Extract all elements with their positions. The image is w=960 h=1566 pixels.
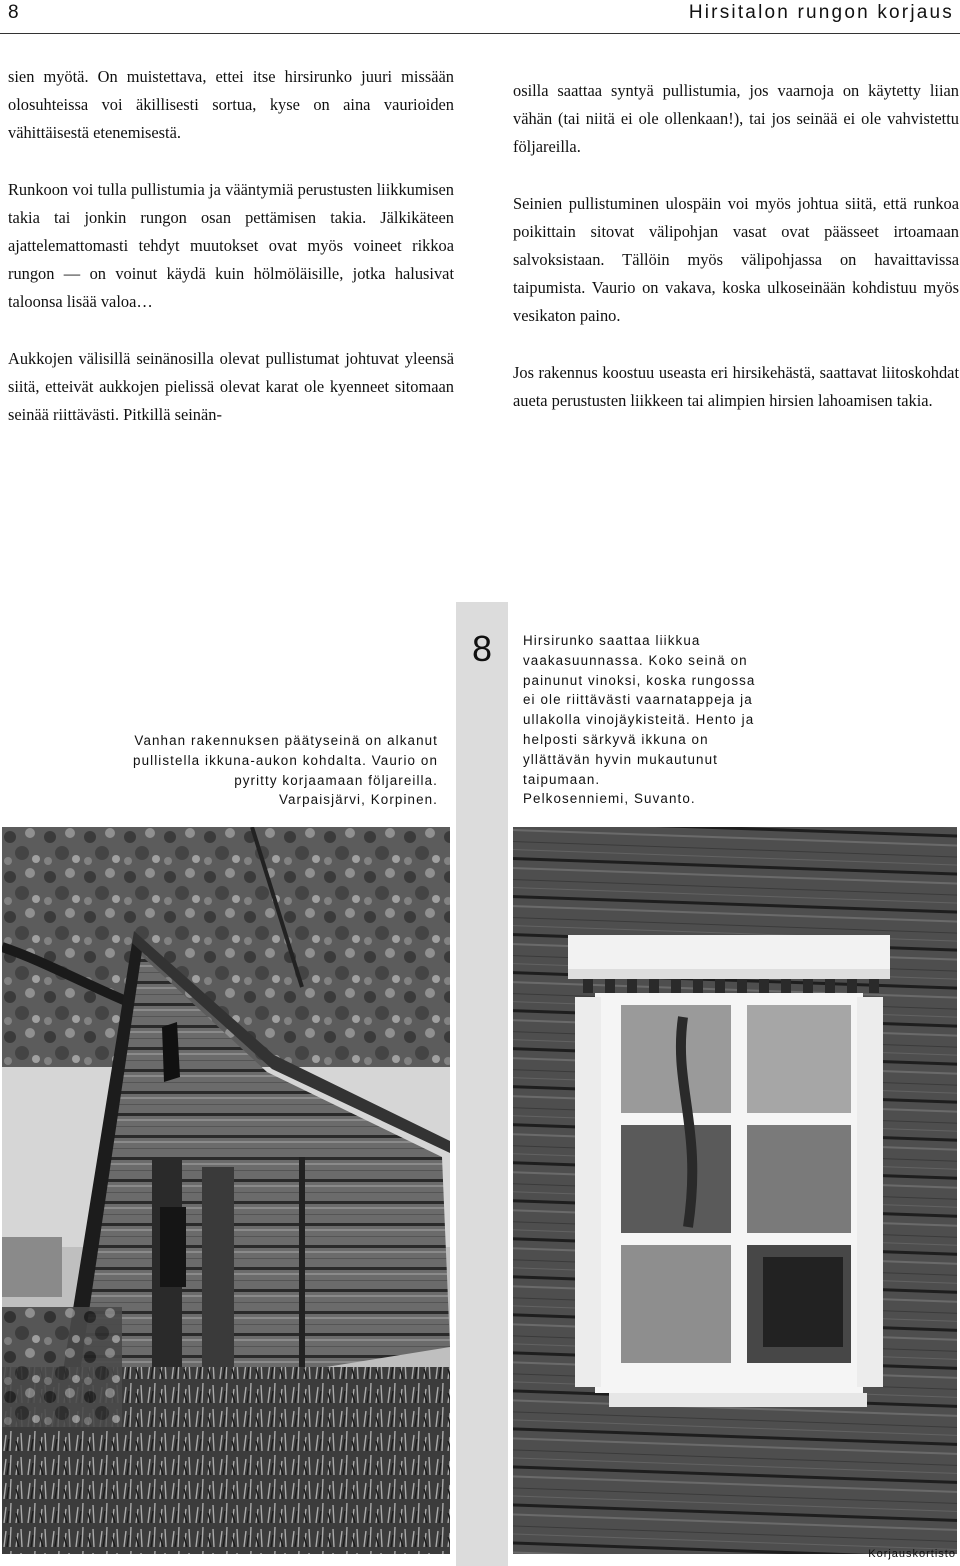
right-text-column <box>513 77 959 443</box>
caption-line: ullakolla vinojäykisteitä. Hento ja <box>523 712 755 728</box>
body-paragraph: Aukkojen välisillä seinänosilla olevat pullistumat johtuvat yleensä siitä, etteivät aukkojen pielissä olevat karat ole kyenneet sitomaan seinää riittävästi. Pitkillä seinän- <box>8 348 454 425</box>
caption-line: pyritty korjaamaan följareilla. <box>234 772 438 788</box>
body-paragraph: Runkoon voi tulla pullistumia ja vääntymiä perustusten liikkumisen takia tai jonkin rungon osan pettämisen takia. Jälkikäteen ajattelemattomasti tehdyt muutokset ovat myös voineet rikkoa rungon — on voinut käydä kuin hölmöläisille, jotka halusivat taloonsa lisää valoa… <box>8 179 454 312</box>
caption-line: vaakasuunnassa. Koko seinä on <box>523 652 748 668</box>
caption-line: Hirsirunko saattaa liikkua <box>523 633 701 648</box>
body-paragraph: Jos rakennus koostuu useasta eri hirsikehästä, saattavat liitoskohdat aueta perustusten liikkeen tai alimpien hirsien lahoamisen takia. <box>513 362 959 410</box>
body-paragraph: Seinien pullistuminen ulospäin voi myös johtua siitä, että runkoa poikittain sitovat välipohjan vasat ovat päässeet irtoamaan salvoksistaan. Tällöin myös välipohjassa on havaittavissa taipumista. Vaurio on vakava, koska ulkoseinään kohdistuu myös vesikaton paino. <box>513 193 959 326</box>
figure-gutter-band <box>456 602 508 1566</box>
body-paragraph: osilla saattaa syntyä pullistumia, jos vaarnoja on käytetty liian vähän (tai niitä ei ole ollenkaan!), tai jos seinää ei ole vahvistettu följareilla. <box>513 81 959 157</box>
caption-line: ei ole riittävästi vaarnatappeja ja <box>523 692 753 708</box>
caption-line: helposti särkyvä ikkuna on <box>523 731 709 747</box>
footer-publisher: Korjauskortisto <box>868 1548 956 1560</box>
caption-line: taipumaan. <box>523 771 601 787</box>
caption-left <box>133 731 438 810</box>
photo-window <box>513 827 957 1554</box>
figure-number: 8 <box>471 628 493 669</box>
running-title: Hirsitalon rungon korjaus <box>688 2 954 23</box>
caption-right <box>523 631 755 809</box>
caption-line: Vanhan rakennuksen päätyseinä on alkanut <box>134 733 438 748</box>
left-text-column <box>8 63 454 457</box>
page-header <box>0 0 960 34</box>
caption-line: pullistella ikkuna-aukon kohdalta. Vaurio on <box>133 752 438 768</box>
caption-line: painunut vinoksi, koska rungossa <box>523 672 756 688</box>
caption-line: yllättävän hyvin mukautunut <box>523 751 718 767</box>
photo-gable-wall <box>2 827 450 1554</box>
caption-line: Pelkosenniemi, Suvanto. <box>523 791 696 807</box>
page-number: 8 <box>8 2 19 23</box>
body-paragraph: sien myötä. On muistettava, ettei itse hirsirunko juuri missään olosuhteissa voi äkillisesti sortua, kyse on aina vaurioiden vähittäisestä etenemisestä. <box>8 67 454 143</box>
header-rule <box>0 33 960 34</box>
caption-line: Varpaisjärvi, Korpinen. <box>278 792 438 808</box>
